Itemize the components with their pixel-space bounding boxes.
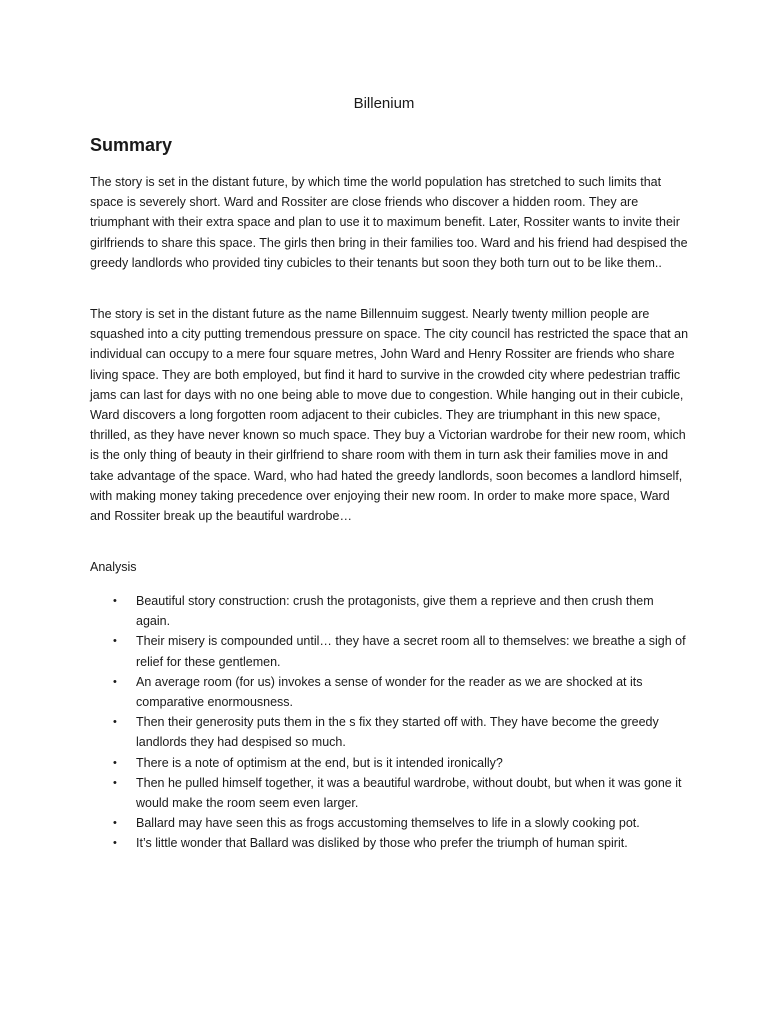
analysis-bullet-list <box>90 591 690 854</box>
bullet-text: Their misery is compounded until… they have a secret room all to themselves: we breathe a sigh of relief for these gentlemen. <box>136 634 686 669</box>
bullet-icon: • <box>113 837 117 850</box>
list-item <box>90 753 690 773</box>
bullet-text: Beautiful story construction: crush the protagonists, give them a reprieve and then crush them again. <box>136 594 654 629</box>
summary-paragraph-1: The story is set in the distant future, by which time the world population has stretched to such limits that space is severely short. Ward and Rossiter are close friends who discover a hidden room. They are triumphant with their extra space and plan to use it to maximum benefit. Later, Rossiter wants to invite their girlfriends to share this space. The girls then bring in their families too. Ward and his friend had despised the greedy landlords who provided tiny cubicles to their tenants but soon they both turn out to be like them.. <box>90 175 688 270</box>
bullet-icon: • <box>113 635 117 648</box>
analysis-label: Analysis <box>90 560 137 574</box>
list-item <box>90 833 690 853</box>
summary-paragraph-2: The story is set in the distant future as the name Billennuim suggest. Nearly twenty million people are squashed into a city putting tremendous pressure on space. The city council has restricted the space that an individual can occupy to a mere four square metres, John Ward and Henry Rossiter are friends who share living space. They are both employed, but find it hard to survive in the crowded city where pedestrian traffic jams can last for days with no one being able to move due to congestion. While hanging out in their cubicle, Ward discovers a long forgotten room adjacent to their cubicles. They are triumphant in this new space, thrilled, as they have never known so much space. They buy a Victorian wardrobe for their new room, which is the only thing of beauty in their girlfriend to share room with them in turn ask their families move in and take advantage of the space. Ward, who had hated the greedy landlords, soon becomes a landlord himself, with making money taking precedence over enjoying their new room. In order to make more space, Ward and Rossiter break up the beautiful wardrobe… <box>90 307 689 524</box>
document-title: Billenium <box>353 95 415 112</box>
list-item <box>90 773 690 813</box>
bullet-text: Ballard may have seen this as frogs accustoming themselves to life in a slowly cooking pot. <box>136 816 640 831</box>
bullet-icon: • <box>113 595 117 607</box>
bullet-icon: • <box>113 776 117 789</box>
bullet-text: Then he pulled himself together, it was a beautiful wardrobe, without doubt, but when it was gone it would make the room seem even larger. <box>136 775 682 811</box>
list-item <box>90 591 690 631</box>
bullet-icon: • <box>113 716 117 729</box>
bullet-icon: • <box>113 756 117 769</box>
bullet-text: An average room (for us) invokes a sense of wonder for the reader as we are shocked at its comparative enormousness. <box>136 674 643 710</box>
list-item <box>90 631 690 671</box>
bullet-text: There is a note of optimism at the end, but is it intended ironically? <box>136 755 503 770</box>
bullet-icon: • <box>113 675 117 688</box>
bullet-text: It’s little wonder that Ballard was disliked by those who prefer the triumph of human spirit. <box>136 836 628 851</box>
list-item <box>90 672 690 712</box>
bullet-icon: • <box>113 817 117 830</box>
summary-heading: Summary <box>90 135 173 155</box>
list-item <box>90 712 690 752</box>
list-item <box>90 813 690 833</box>
bullet-text: Then their generosity puts them in the s fix they started off with. They have become the greedy landlords they had despised so much. <box>136 715 659 750</box>
